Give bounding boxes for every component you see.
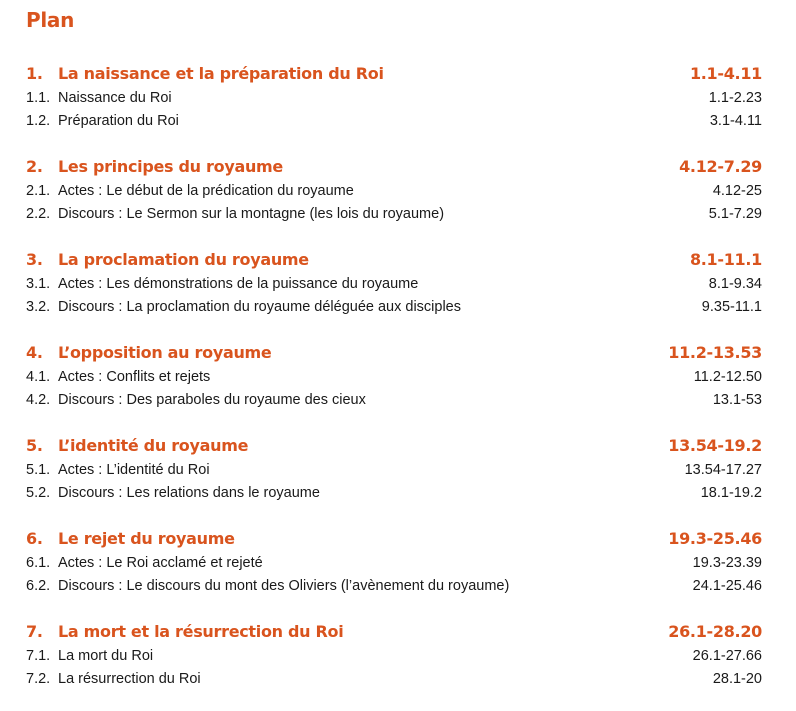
section-4: [26, 339, 762, 432]
subsection-reference: 5.1-7.29: [708, 206, 762, 222]
section-heading-label: [26, 60, 384, 87]
section-heading: [26, 339, 762, 366]
section-number: 3.: [26, 250, 43, 269]
page-title: Plan: [26, 8, 75, 32]
section-reference: 8.1-11.1: [689, 250, 762, 269]
subsection-number: 7.2.: [26, 671, 51, 687]
section-3: [26, 246, 762, 339]
subsection-text: Actes : Le début de la prédication du royaume: [58, 183, 354, 199]
subsection-reference: 11.2-12.50: [693, 369, 762, 385]
subsection-text: Discours : Des paraboles du royaume des cieux: [58, 392, 366, 408]
section-number: 6.: [26, 529, 43, 548]
section-title: L’opposition au royaume: [58, 343, 272, 362]
subsection-number: 2.1.: [26, 183, 51, 199]
section-heading-label: [26, 246, 309, 273]
subsection-row: [26, 575, 762, 598]
section-number: 5.: [26, 436, 43, 455]
subsection-row: [26, 668, 762, 691]
section-reference: 4.12-7.29: [679, 157, 762, 176]
subsection-text: La résurrection du Roi: [58, 671, 201, 687]
subsection-reference: 18.1-19.2: [700, 485, 762, 501]
section-heading-label: [26, 432, 248, 459]
section-heading-label: [26, 618, 343, 645]
plan-outline: [26, 60, 762, 711]
subsection-number: 3.2.: [26, 299, 51, 315]
section-heading-label: [26, 153, 283, 180]
section-heading: [26, 618, 762, 645]
subsection-reference: 1.1-2.23: [708, 90, 762, 106]
section-number: 1.: [26, 64, 43, 83]
section-number: 2.: [26, 157, 43, 176]
section-reference: 1.1-4.11: [689, 64, 762, 83]
subsection-row: [26, 482, 762, 505]
subsection-row: [26, 203, 762, 226]
subsection-reference: 26.1-27.66: [692, 648, 762, 664]
subsection-number: 5.1.: [26, 462, 51, 478]
subsection-text: Actes : Les démonstrations de la puissance du royaume: [58, 276, 419, 292]
subsection-reference: 24.1-25.46: [692, 578, 762, 594]
subsection-row: [26, 366, 762, 389]
subsection-number: 7.1.: [26, 648, 51, 664]
subsection-reference: 8.1-9.34: [708, 276, 762, 292]
section-5: [26, 432, 762, 525]
subsection-number: 1.2.: [26, 113, 51, 129]
subsection-text: Actes : Le Roi acclamé et rejeté: [58, 555, 263, 571]
subsection-reference: 13.54-17.27: [684, 462, 762, 478]
subsection-text: Discours : La proclamation du royaume déléguée aux disciples: [58, 299, 461, 315]
subsection-reference: 9.35-11.1: [701, 299, 762, 315]
subsection-reference: 28.1-20: [712, 671, 762, 687]
subsection-text: Discours : Le discours du mont des Oliviers (l’avènement du royaume): [58, 578, 510, 594]
subsection-number: 3.1.: [26, 276, 51, 292]
section-title: Les principes du royaume: [58, 157, 283, 176]
section-reference: 11.2-13.53: [668, 343, 762, 362]
subsection-number: 2.2.: [26, 206, 51, 222]
section-title: Le rejet du royaume: [58, 529, 235, 548]
subsection-row: [26, 552, 762, 575]
section-title: La naissance et la préparation du Roi: [58, 64, 384, 83]
subsection-text: Discours : Les relations dans le royaume: [58, 485, 320, 501]
subsection-row: [26, 459, 762, 482]
section-1: [26, 60, 762, 153]
subsection-row: [26, 87, 762, 110]
subsection-text: Préparation du Roi: [58, 113, 179, 129]
section-title: La mort et la résurrection du Roi: [58, 622, 344, 641]
section-reference: 26.1-28.20: [668, 622, 762, 641]
subsection-number: 4.2.: [26, 392, 51, 408]
subsection-row: [26, 110, 762, 133]
subsection-number: 6.2.: [26, 578, 51, 594]
subsection-reference: 19.3-23.39: [692, 555, 762, 571]
section-heading: [26, 246, 762, 273]
section-heading: [26, 60, 762, 87]
subsection-row: [26, 273, 762, 296]
section-6: [26, 525, 762, 618]
subsection-number: 4.1.: [26, 369, 51, 385]
subsection-text: Naissance du Roi: [58, 90, 172, 106]
section-reference: 13.54-19.2: [668, 436, 762, 455]
subsection-number: 5.2.: [26, 485, 51, 501]
subsection-row: [26, 180, 762, 203]
section-heading: [26, 525, 762, 552]
subsection-row: [26, 296, 762, 319]
subsection-text: La mort du Roi: [58, 648, 154, 664]
subsection-reference: 4.12-25: [712, 183, 762, 199]
section-heading: [26, 432, 762, 459]
subsection-text: Discours : Le Sermon sur la montagne (les lois du royaume): [58, 206, 445, 222]
subsection-text: Actes : L’identité du Roi: [58, 462, 210, 478]
subsection-text: Actes : Conflits et rejets: [58, 369, 211, 385]
section-number: 7.: [26, 622, 43, 641]
section-heading-label: [26, 339, 271, 366]
section-heading-label: [26, 525, 235, 552]
section-7: [26, 618, 762, 711]
section-number: 4.: [26, 343, 43, 362]
subsection-reference: 13.1-53: [712, 392, 762, 408]
subsection-row: [26, 389, 762, 412]
subsection-number: 6.1.: [26, 555, 51, 571]
section-title: La proclamation du royaume: [58, 250, 309, 269]
section-heading: [26, 153, 762, 180]
section-2: [26, 153, 762, 246]
subsection-reference: 3.1-4.11: [709, 113, 762, 129]
subsection-row: [26, 645, 762, 668]
section-reference: 19.3-25.46: [668, 529, 762, 548]
section-title: L’identité du royaume: [58, 436, 249, 455]
subsection-number: 1.1.: [26, 90, 51, 106]
